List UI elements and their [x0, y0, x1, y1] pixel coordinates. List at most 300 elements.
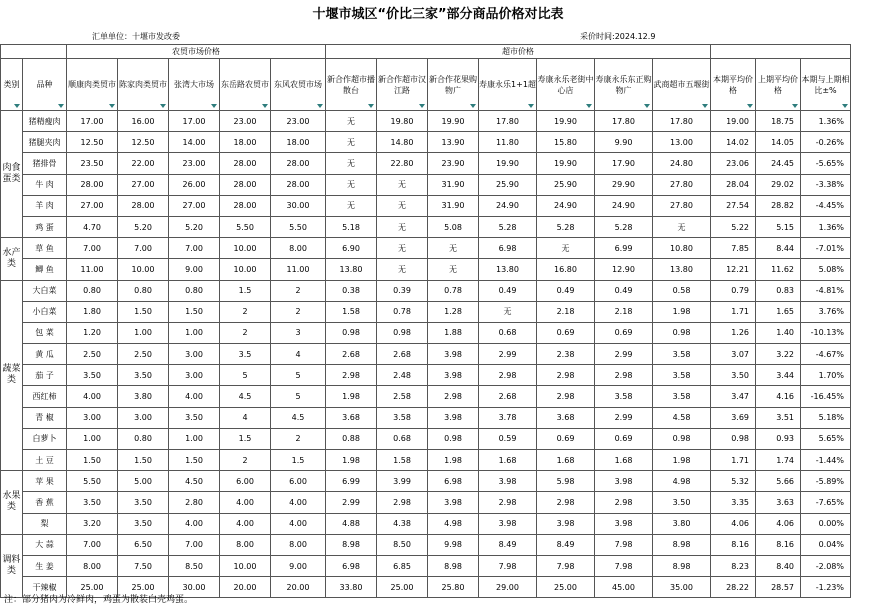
filter-dropdown-icon[interactable] [702, 104, 708, 108]
price-cell: 0.38 [326, 280, 377, 301]
price-cell: 1.88 [428, 322, 479, 343]
column-header[interactable] [118, 59, 169, 111]
price-cell: 8.98 [653, 534, 711, 555]
price-cell: 25.00 [537, 577, 595, 598]
item-name: 包 菜 [23, 322, 67, 343]
price-cell: 23.06 [711, 153, 756, 174]
column-header[interactable] [711, 59, 756, 111]
price-cell: 13.80 [326, 259, 377, 280]
price-cell: 8.00 [67, 555, 118, 576]
column-header[interactable] [537, 59, 595, 111]
price-cell: 4.00 [220, 492, 271, 513]
item-name: 鸡 蛋 [23, 216, 67, 237]
price-cell: 23.00 [220, 111, 271, 132]
price-cell: 17.80 [595, 111, 653, 132]
price-cell: 8.16 [756, 534, 801, 555]
price-cell: 30.00 [169, 577, 220, 598]
price-cell: 23.00 [271, 111, 326, 132]
item-name: 梨 [23, 513, 67, 534]
price-cell: 8.00 [271, 534, 326, 555]
price-cell: -7.65% [801, 492, 851, 513]
price-cell: 28.00 [271, 153, 326, 174]
price-cell: 1.98 [326, 386, 377, 407]
item-name: 猪精瘦肉 [23, 111, 67, 132]
price-cell: -4.45% [801, 195, 851, 216]
price-cell: 3.35 [711, 492, 756, 513]
filter-dropdown-icon[interactable] [211, 104, 217, 108]
price-cell: 5.65% [801, 428, 851, 449]
price-cell: 28.82 [756, 195, 801, 216]
table-row [1, 450, 851, 471]
table-row [1, 471, 851, 492]
category-label: 调料类 [1, 534, 23, 598]
filter-dropdown-icon[interactable] [58, 104, 64, 108]
price-cell: 3.50 [653, 492, 711, 513]
column-header[interactable] [595, 59, 653, 111]
price-cell: 8.00 [220, 534, 271, 555]
price-cell: 5.28 [479, 216, 537, 237]
price-cell: 3.80 [118, 386, 169, 407]
price-cell: 1.5 [220, 280, 271, 301]
header-empty [711, 45, 851, 59]
price-cell: 0.00% [801, 513, 851, 534]
item-name: 西红柿 [23, 386, 67, 407]
price-cell: -4.81% [801, 280, 851, 301]
column-header[interactable] [653, 59, 711, 111]
item-name: 香 蕉 [23, 492, 67, 513]
column-header[interactable] [377, 59, 428, 111]
price-cell: 8.44 [756, 238, 801, 259]
table-row [1, 111, 851, 132]
price-cell: 3.44 [756, 365, 801, 386]
price-cell: 27.54 [711, 195, 756, 216]
price-cell: 4 [220, 407, 271, 428]
price-cell: 0.68 [479, 322, 537, 343]
price-cell: 3.51 [756, 407, 801, 428]
price-cell: 0.69 [595, 428, 653, 449]
item-name: 大白菜 [23, 280, 67, 301]
category-label: 蔬菜类 [1, 280, 23, 471]
price-cell: 4 [271, 344, 326, 365]
price-cell: 无 [377, 216, 428, 237]
price-cell: 3.50 [118, 492, 169, 513]
price-cell: 3.98 [479, 471, 537, 492]
price-cell: 28.22 [711, 577, 756, 598]
price-cell: 28.04 [711, 174, 756, 195]
price-cell: -2.08% [801, 555, 851, 576]
price-cell: 3.98 [428, 492, 479, 513]
filter-dropdown-icon[interactable] [842, 104, 848, 108]
price-cell: 9.00 [169, 259, 220, 280]
price-cell: 14.80 [377, 132, 428, 153]
price-cell: 3.58 [377, 407, 428, 428]
price-cell: 0.98 [377, 322, 428, 343]
filter-dropdown-icon[interactable] [644, 104, 650, 108]
price-cell: -16.45% [801, 386, 851, 407]
price-cell: 3.99 [377, 471, 428, 492]
price-cell: 3.78 [479, 407, 537, 428]
price-cell: 28.57 [756, 577, 801, 598]
price-cell: 22.80 [377, 153, 428, 174]
price-cell: 19.90 [428, 111, 479, 132]
price-cell: 10.00 [220, 238, 271, 259]
price-cell: 0.98 [428, 428, 479, 449]
price-cell: 3.50 [711, 365, 756, 386]
price-cell: 10.00 [220, 259, 271, 280]
price-cell: 8.00 [271, 238, 326, 259]
price-cell: 7.50 [118, 555, 169, 576]
price-cell: 3.68 [326, 407, 377, 428]
price-cell: 1.28 [428, 301, 479, 322]
footnote: 注：部分猪肉为冷鲜肉，鸡蛋为散装白壳鸡蛋。 [4, 595, 194, 605]
price-cell: 4.06 [711, 513, 756, 534]
price-cell: -3.38% [801, 174, 851, 195]
price-cell: 6.98 [326, 555, 377, 576]
price-cell: 6.00 [220, 471, 271, 492]
price-cell: 0.78 [428, 280, 479, 301]
price-cell: 2.98 [428, 386, 479, 407]
column-header[interactable] [326, 59, 377, 111]
price-cell: 7.00 [67, 238, 118, 259]
column-header-label: 武商超市五堰街 [653, 80, 710, 89]
filter-dropdown-icon[interactable] [262, 104, 268, 108]
column-header[interactable] [220, 59, 271, 111]
filter-dropdown-icon[interactable] [792, 104, 798, 108]
price-cell: 4.00 [271, 513, 326, 534]
price-cell: 11.00 [67, 259, 118, 280]
table-row [1, 216, 851, 237]
price-cell: 6.50 [118, 534, 169, 555]
price-cell: 7.98 [479, 555, 537, 576]
price-cell: 17.80 [479, 111, 537, 132]
price-cell: 无 [428, 259, 479, 280]
price-cell: 1.74 [756, 450, 801, 471]
table-row [1, 492, 851, 513]
price-cell: 4.50 [169, 471, 220, 492]
price-cell: 无 [326, 153, 377, 174]
price-cell: 0.80 [169, 280, 220, 301]
price-cell: 2.98 [479, 365, 537, 386]
price-cell: 2.98 [537, 386, 595, 407]
price-cell: 0.68 [377, 428, 428, 449]
price-cell: 2 [220, 301, 271, 322]
price-cell: 6.98 [479, 238, 537, 259]
price-cell: 3.58 [653, 365, 711, 386]
price-cell: 3.98 [428, 344, 479, 365]
date-label: 采价时间:2024.12.9 [580, 32, 656, 41]
price-cell: 0.59 [479, 428, 537, 449]
column-header-label: 本期平均价格 [713, 74, 753, 95]
price-cell: 2.98 [537, 365, 595, 386]
price-cell: 无 [326, 132, 377, 153]
filter-dropdown-icon[interactable] [317, 104, 323, 108]
price-cell: 23.50 [67, 153, 118, 174]
filter-dropdown-icon[interactable] [586, 104, 592, 108]
price-cell: 2.98 [537, 492, 595, 513]
column-header[interactable] [23, 59, 67, 111]
price-cell: 24.90 [479, 195, 537, 216]
price-cell: 5 [271, 365, 326, 386]
price-cell: 8.98 [326, 534, 377, 555]
price-cell: 2 [220, 322, 271, 343]
unit-label: 汇单单位：十堰市发改委 [92, 32, 180, 41]
price-cell: 4.98 [428, 513, 479, 534]
price-cell: 6.90 [326, 238, 377, 259]
price-cell: 2.50 [118, 344, 169, 365]
price-cell: 1.68 [479, 450, 537, 471]
price-cell: 0.04% [801, 534, 851, 555]
price-cell: 0.88 [326, 428, 377, 449]
price-cell: 6.99 [595, 238, 653, 259]
price-cell: 3.5 [220, 344, 271, 365]
price-cell: 8.50 [169, 555, 220, 576]
price-cell: -4.67% [801, 344, 851, 365]
column-header-label: 寿康永乐东正购物广 [595, 74, 652, 95]
table-row [1, 195, 851, 216]
price-cell: 10.80 [653, 238, 711, 259]
price-cell: 0.58 [653, 280, 711, 301]
price-cell: 2.99 [595, 407, 653, 428]
price-cell: 18.75 [756, 111, 801, 132]
price-cell: 0.69 [595, 322, 653, 343]
price-cell: 5.20 [169, 216, 220, 237]
column-header-label: 新合作超市汉江路 [378, 74, 426, 95]
column-header[interactable] [67, 59, 118, 111]
column-header-label: 新合作超市播散台 [327, 74, 375, 95]
price-cell: 6.00 [271, 471, 326, 492]
price-cell: 3.00 [67, 407, 118, 428]
price-cell: -5.89% [801, 471, 851, 492]
column-header[interactable] [801, 59, 851, 111]
price-cell: 11.00 [271, 259, 326, 280]
price-cell: 0.93 [756, 428, 801, 449]
table-row [1, 555, 851, 576]
price-cell: 2.48 [377, 365, 428, 386]
price-cell: 25.90 [479, 174, 537, 195]
price-cell: 25.80 [428, 577, 479, 598]
column-header[interactable] [479, 59, 537, 111]
price-cell: 3.22 [756, 344, 801, 365]
price-cell: 8.49 [479, 534, 537, 555]
price-cell: 0.80 [67, 280, 118, 301]
item-name: 茄 子 [23, 365, 67, 386]
price-cell: 8.98 [428, 555, 479, 576]
price-cell: 4.38 [377, 513, 428, 534]
price-cell: 3.76% [801, 301, 851, 322]
price-cell: 7.98 [595, 555, 653, 576]
price-cell: 13.90 [428, 132, 479, 153]
price-cell: 0.49 [537, 280, 595, 301]
price-cell: 0.49 [595, 280, 653, 301]
price-cell: 4.58 [653, 407, 711, 428]
price-cell: 16.00 [118, 111, 169, 132]
price-cell: 9.00 [271, 555, 326, 576]
price-cell: 2.98 [595, 492, 653, 513]
price-cell: 1.5 [220, 428, 271, 449]
price-cell: 2.99 [595, 344, 653, 365]
price-cell: 7.00 [169, 534, 220, 555]
price-cell: 10.00 [118, 259, 169, 280]
filter-dropdown-icon[interactable] [747, 104, 753, 108]
price-cell: 9.98 [428, 534, 479, 555]
price-cell: 4.88 [326, 513, 377, 534]
price-cell: 4.5 [271, 407, 326, 428]
price-cell: 4.5 [220, 386, 271, 407]
price-cell: 0.98 [653, 322, 711, 343]
price-cell: 无 [479, 301, 537, 322]
price-cell: 2.68 [326, 344, 377, 365]
price-cell: 27.00 [67, 195, 118, 216]
price-cell: 14.00 [169, 132, 220, 153]
column-header-label: 寿康永乐老街中心店 [537, 74, 594, 95]
price-cell: 2 [271, 301, 326, 322]
filter-dropdown-icon[interactable] [109, 104, 115, 108]
price-cell: 1.20 [67, 322, 118, 343]
price-cell: 8.23 [711, 555, 756, 576]
price-cell: 13.80 [653, 259, 711, 280]
filter-dropdown-icon[interactable] [470, 104, 476, 108]
price-cell: -1.44% [801, 450, 851, 471]
price-cell: 3.50 [118, 513, 169, 534]
price-cell: 3.98 [479, 513, 537, 534]
price-cell: 无 [377, 259, 428, 280]
price-cell: 45.00 [595, 577, 653, 598]
filter-dropdown-icon[interactable] [160, 104, 166, 108]
table-row [1, 534, 851, 555]
price-cell: 27.00 [169, 195, 220, 216]
price-cell: 5.32 [711, 471, 756, 492]
price-cell: 2.98 [479, 492, 537, 513]
price-cell: 1.50 [169, 450, 220, 471]
price-cell: 1.71 [711, 450, 756, 471]
price-cell: 13.80 [479, 259, 537, 280]
price-cell: 26.00 [169, 174, 220, 195]
table-row [1, 428, 851, 449]
price-cell: 1.40 [756, 322, 801, 343]
filter-dropdown-icon[interactable] [528, 104, 534, 108]
price-cell: 2.99 [326, 492, 377, 513]
price-cell: 4.98 [653, 471, 711, 492]
price-cell: 23.00 [169, 153, 220, 174]
price-cell: 1.26 [711, 322, 756, 343]
column-header[interactable] [756, 59, 801, 111]
price-cell: 8.98 [653, 555, 711, 576]
price-cell: 2 [271, 428, 326, 449]
price-cell: 4.00 [271, 492, 326, 513]
price-cell: -10.13% [801, 322, 851, 343]
price-cell: 3.63 [756, 492, 801, 513]
price-cell: 4.70 [67, 216, 118, 237]
filter-dropdown-icon[interactable] [368, 104, 374, 108]
price-cell: 2.58 [377, 386, 428, 407]
price-cell: 17.80 [653, 111, 711, 132]
price-cell: 4.00 [67, 386, 118, 407]
category-label: 水产类 [1, 238, 23, 280]
column-header-label: 类别 [3, 80, 20, 89]
price-cell: 24.45 [756, 153, 801, 174]
price-cell: 3.98 [595, 471, 653, 492]
price-cell: 19.90 [537, 153, 595, 174]
price-cell: 6.98 [428, 471, 479, 492]
price-cell: 0.98 [326, 322, 377, 343]
price-cell: 27.00 [118, 174, 169, 195]
price-cell: 4.00 [169, 513, 220, 534]
price-cell: 27.80 [653, 174, 711, 195]
price-cell: 18.00 [220, 132, 271, 153]
price-cell: 7.98 [537, 555, 595, 576]
price-cell: 5.15 [756, 216, 801, 237]
price-cell: 2.99 [479, 344, 537, 365]
price-table [0, 44, 851, 598]
table-row [1, 365, 851, 386]
price-cell: 3.00 [118, 407, 169, 428]
price-cell: 4.00 [169, 386, 220, 407]
price-cell: 0.83 [756, 280, 801, 301]
price-cell: 5.50 [271, 216, 326, 237]
table-row [1, 132, 851, 153]
table-row [1, 153, 851, 174]
price-cell: 1.00 [169, 428, 220, 449]
table-row [1, 344, 851, 365]
price-cell: 1.68 [537, 450, 595, 471]
column-header[interactable] [271, 59, 326, 111]
price-cell: 5.28 [595, 216, 653, 237]
item-name: 苹 果 [23, 471, 67, 492]
item-name: 黄 瓜 [23, 344, 67, 365]
price-cell: 5.18% [801, 407, 851, 428]
table-row [1, 301, 851, 322]
column-header[interactable] [1, 59, 23, 111]
filter-dropdown-icon[interactable] [14, 104, 20, 108]
column-header[interactable] [169, 59, 220, 111]
table-row [1, 259, 851, 280]
price-cell: 10.00 [220, 555, 271, 576]
price-cell: 1.65 [756, 301, 801, 322]
price-cell: 11.62 [756, 259, 801, 280]
column-header[interactable] [428, 59, 479, 111]
filter-dropdown-icon[interactable] [419, 104, 425, 108]
item-name: 土 豆 [23, 450, 67, 471]
price-cell: 31.90 [428, 195, 479, 216]
price-cell: 4.06 [756, 513, 801, 534]
price-cell: 0.39 [377, 280, 428, 301]
category-label: 肉食蛋类 [1, 111, 23, 238]
price-cell: 4.00 [220, 513, 271, 534]
price-cell: 无 [326, 111, 377, 132]
price-cell: 3.98 [537, 513, 595, 534]
item-name: 大 蒜 [23, 534, 67, 555]
price-cell: 3.50 [118, 365, 169, 386]
price-cell: 12.50 [118, 132, 169, 153]
table-row [1, 513, 851, 534]
price-cell: 3.58 [653, 386, 711, 407]
price-cell: 3.47 [711, 386, 756, 407]
price-cell: 2 [220, 450, 271, 471]
price-cell: 3.50 [67, 492, 118, 513]
price-cell: 19.80 [377, 111, 428, 132]
table-row [1, 386, 851, 407]
price-cell: 28.00 [118, 195, 169, 216]
page-title: 十堰市城区“价比三家”部分商品价格对比表 [312, 7, 564, 22]
price-cell: 24.90 [537, 195, 595, 216]
price-cell: 3 [271, 322, 326, 343]
price-cell: 3.50 [169, 407, 220, 428]
price-cell: 17.00 [67, 111, 118, 132]
item-name: 牛 肉 [23, 174, 67, 195]
price-cell: 2.98 [377, 492, 428, 513]
column-header-label: 陈家肉类贸市 [119, 80, 167, 89]
column-header-label: 本期与上期相比±% [801, 74, 850, 95]
